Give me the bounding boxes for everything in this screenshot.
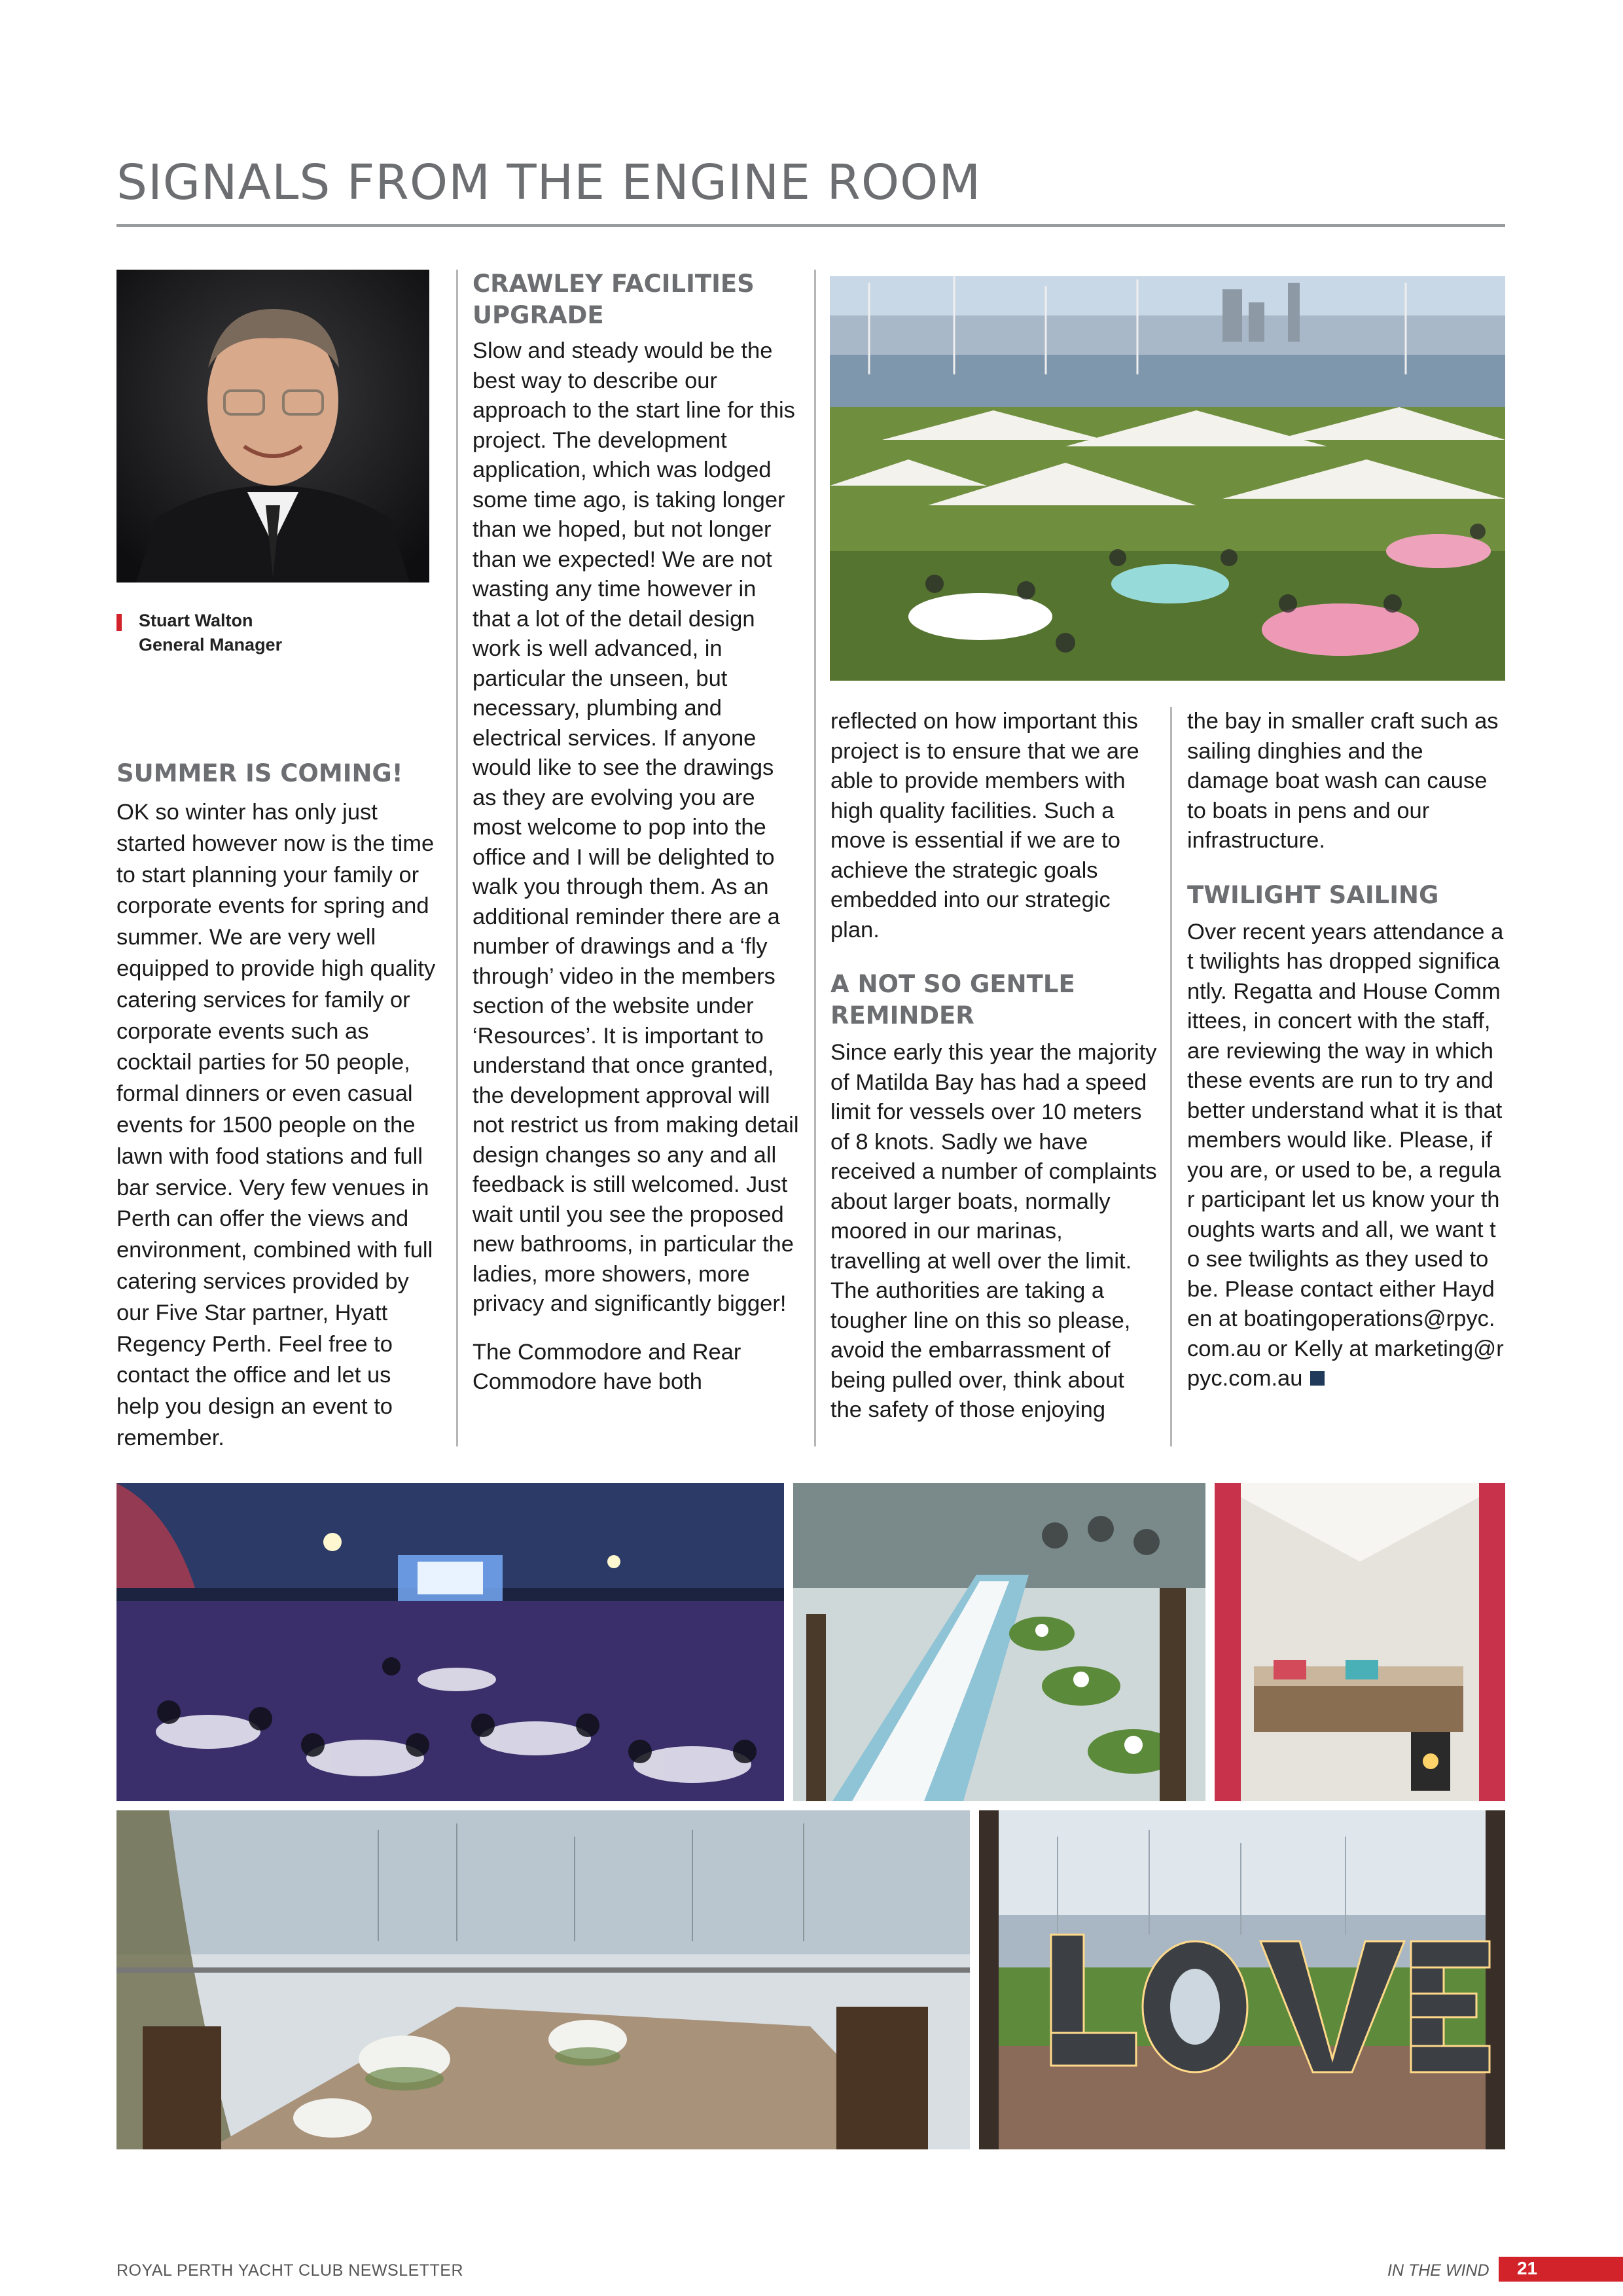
lawn-event-photo: [830, 276, 1505, 681]
caption-name: Stuart Walton: [139, 611, 253, 630]
column-crawley: [473, 268, 800, 1397]
portrait-caption: [139, 609, 282, 657]
title-rule: [116, 224, 1505, 227]
crawley-heading: CRAWLEY FACILITIES UPGRADE: [473, 270, 755, 329]
reminder-body-continued: the bay in smaller craft such as sailing dinghies and the damage boat wash can cause to boats in pens and our infrastructure.: [1187, 709, 1499, 853]
column-divider: [814, 270, 816, 1446]
portrait-photo: [116, 270, 429, 583]
column-divider: [456, 270, 458, 1446]
caption-marker: [116, 614, 122, 631]
summer-body: OK so winter has only just started however now is the time to start planning your family or corporate events for spring and summer. We are very well equipped to provide high quality catering services for family or corporate events such as cocktail parties for 50 people, formal dinners or even casual events for 1500 people on the lawn with food stations and full bar service. Very few venues in Perth can offer the views and environment, combined with full catering services provided by our Five Star partner, Hyatt Regency Perth. Feel free to contact the office and let us help you design an event to remember.: [116, 800, 436, 1450]
summer-heading: SUMMER IS COMING!: [116, 759, 403, 787]
twilight-text: Over recent years attendance at twilights has dropped significantly. Regatta and House Committees, in concert with the staff, are reviewing the way in which these events are run to try and better understand what it is that members would like. Please, if you are, or used to be, a regular participant let us know your thoughts warts and all, we want to see twilights as they used to be. Please contact either Hayden at boatingoperations@rpyc.com.au or Kelly at marketing@rpyc.com.au: [1187, 919, 1504, 1391]
marquee-lounge-photo: [1215, 1483, 1505, 1801]
long-table-photo: [793, 1483, 1205, 1801]
page-title: SIGNALS FROM THE ENGINE ROOM: [116, 154, 982, 211]
footer-publication: ROYAL PERTH YACHT CLUB NEWSLETTER: [116, 2261, 464, 2280]
column-twilight: [1187, 707, 1505, 1394]
love-sign-photo: [979, 1810, 1505, 2149]
page-number: 21: [1517, 2258, 1538, 2278]
reminder-body: Since early this year the majority of Matilda Bay has had a speed limit for vessels over 10 meters of 8 knots. Sadly we have received a number of complaints about larger boats, normally moored in our marinas, travelling at well over the limit. The authorities are taking a tougher line on this so please, avoid the embarrassment of being pulled over, think about the safety of those enjoying: [830, 1040, 1157, 1422]
facilities-body-continued: reflected on how important this project is to ensure that we are able to provide members with high quality facilities. Such a move is essential if we are to achieve the strategic goals embedded into our strategic plan.: [830, 709, 1139, 942]
column-divider: [1170, 707, 1172, 1446]
reminder-heading: A NOT SO GENTLE REMINDER: [830, 970, 1075, 1030]
crawley-body: Slow and steady would be the best way to describe our approach to the start line for this project. The development application, which was lodged some time ago, is taking longer than we hoped, but not longer than we expected! We are not wasting any time however in that a lot of the detail design work is well advanced, in particular the unseen, but necessary, plumbing and electrical services. If anyone would like to see the drawings as they are evolving you are most welcome to pop into the office and I will be delighted to walk you through them. As an additional reminder there are a number of drawings and a ‘fly through’ video in the members section of the website under ‘Resources’. It is important to understand that once granted, the development approval will not restrict us from making detail design changes so any and all feedback is still welcomed. Just wait until you see the proposed new bathrooms, in particular the ladies, more showers, more privacy and significantly bigger!: [473, 338, 799, 1316]
twilight-heading: TWILIGHT SAILING: [1187, 880, 1439, 909]
end-of-article-mark: [1310, 1371, 1325, 1386]
twilight-body: [1187, 918, 1505, 1394]
caption-role: General Manager: [139, 635, 283, 655]
column-reminder: [830, 707, 1158, 1426]
column-summer: [116, 758, 437, 1454]
waterview-table-photo: [116, 1810, 970, 2149]
night-gala-photo: [116, 1483, 784, 1801]
crawley-body-continued: The Commodore and Rear Commodore have both: [473, 1339, 741, 1394]
footer-section: IN THE WIND: [1387, 2261, 1489, 2280]
